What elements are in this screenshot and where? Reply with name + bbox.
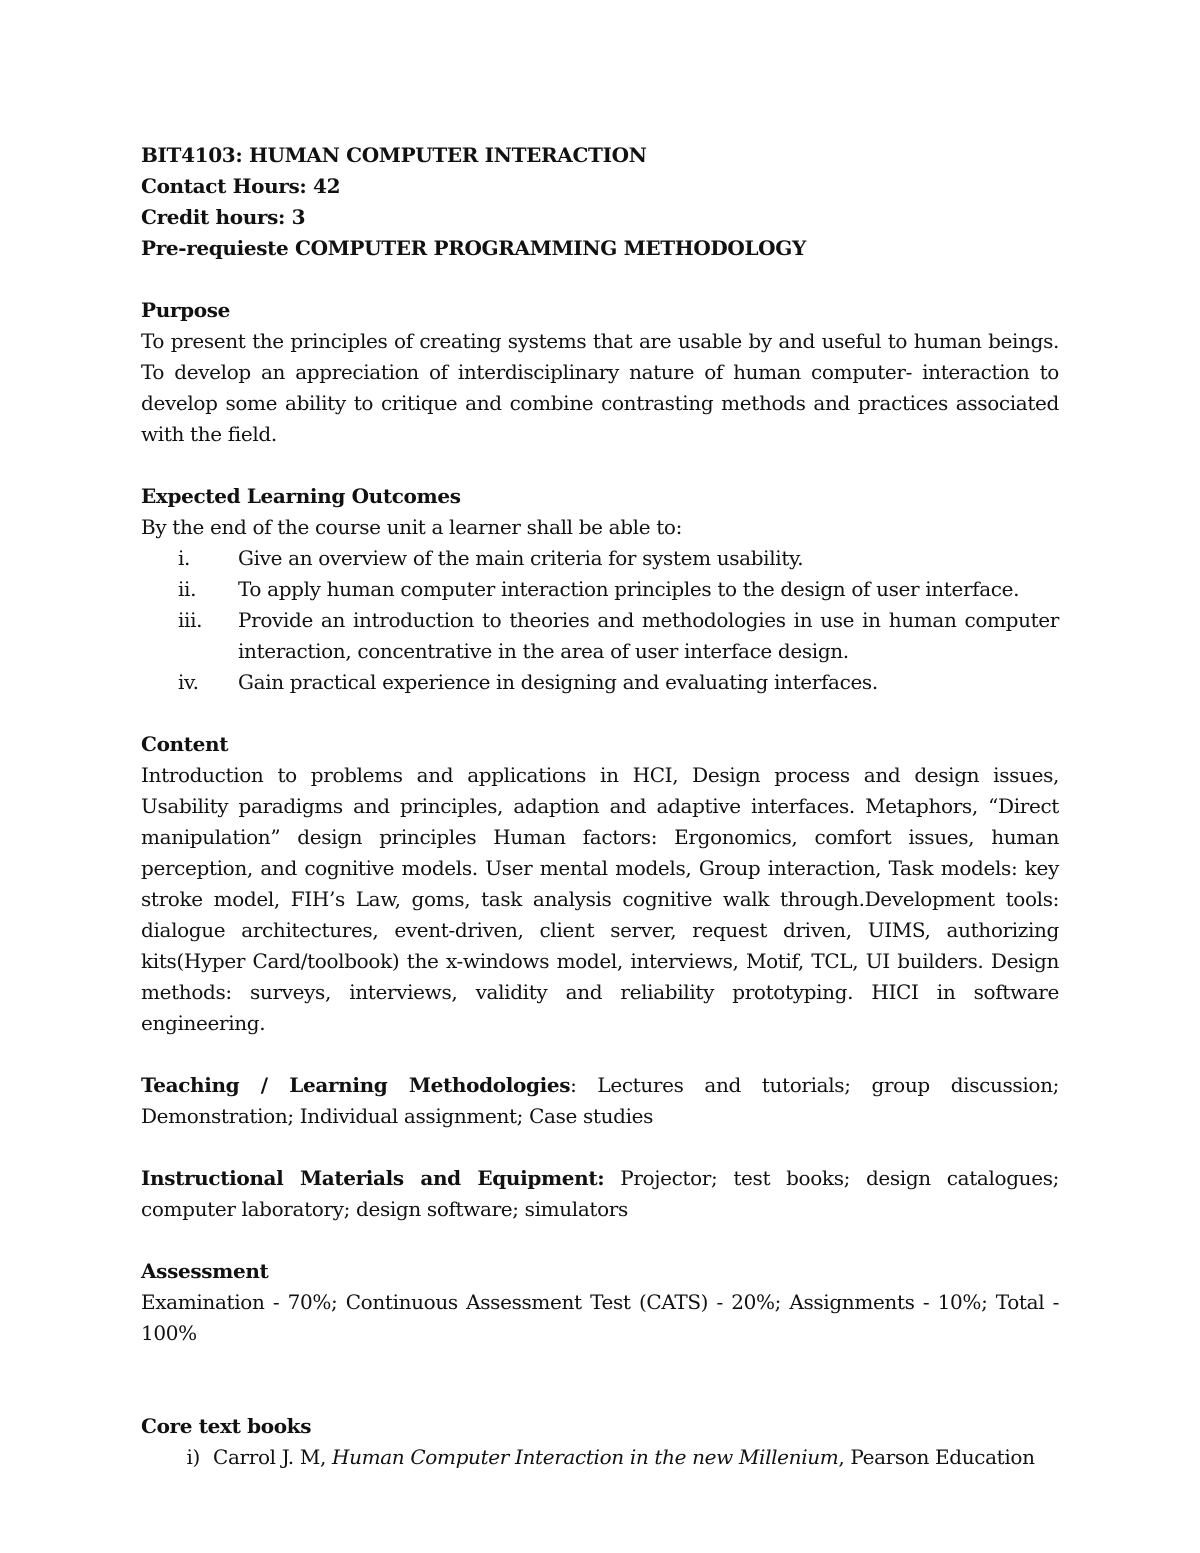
list-item (141, 543, 1059, 574)
spacer (141, 1225, 1059, 1256)
outcomes-intro: By the end of the course unit a learner shall be able to: (141, 515, 682, 539)
books-heading: Core text books (141, 1414, 312, 1438)
content-text: Introduction to problems and applications in HCI, Design process and design issues, Usability paradigms and principles, adaption and adaptive interfaces. Metaphors, “Direct manipulation” design principles Human factors: Ergonomics, comfort issues, human perception, and cognitive models. User mental models, Group interaction, Task models: key stroke model, FIH’s Law, goms, task analysis cognitive walk through.Development tools: dialogue architectures, event-driven, client server, request driven, UIMS, authorizing kits(Hyper Card/toolbook) the x-windows model, interviews, Motif, TCL, UI builders. Design methods: surveys, interviews, validity and reliability prototyping. HICI in software engineering. (141, 763, 1059, 1035)
course-title: BIT4103: HUMAN COMPUTER INTERACTION (141, 143, 647, 167)
credit-hours: Credit hours: 3 (141, 205, 306, 229)
list-item-number: i. (178, 546, 191, 570)
teaching-text: : Lectures and tutorials; group discussion; Demonstration; Individual assignment; Case studies (141, 1073, 1059, 1128)
list-item-text: Gain practical experience in designing and evaluating interfaces. (238, 670, 878, 694)
prerequisite: Pre-requieste COMPUTER PROGRAMMING METHODOLOGY (141, 236, 806, 260)
spacer (141, 1039, 1059, 1070)
assessment-text: Examination - 70%; Continuous Assessment Test (CATS) - 20%; Assignments - 10%; Total - 100% (141, 1290, 1059, 1345)
document-page (141, 140, 1059, 1473)
list-item-text: To apply human computer interaction principles to the design of user interface. (238, 577, 1020, 601)
spacer (141, 1132, 1059, 1163)
materials-text: Projector; test books; design catalogues; computer laboratory; design software; simulators (141, 1166, 1059, 1221)
purpose-text: To present the principles of creating systems that are usable by and useful to human beings. To develop an appreciation of interdisciplinary nature of human computer- interaction to develop some ability to critique and combine contrasting methods and practices associated with the field. (141, 329, 1059, 446)
list-item-text: Provide an introduction to theories and methodologies in use in human computer interaction, concentrative in the area of user interface design. (238, 608, 1059, 663)
list-item (141, 667, 1059, 698)
book-number: i) (186, 1445, 200, 1469)
book-entry (213, 1442, 1059, 1473)
list-item (141, 605, 1059, 667)
list-item-number: iv. (178, 670, 199, 694)
spacer (141, 264, 1059, 295)
outcomes-heading: Expected Learning Outcomes (141, 484, 461, 508)
teaching-label: Teaching / Learning Methodologies (141, 1073, 571, 1097)
books-list (141, 1442, 1059, 1473)
outcomes-list (141, 543, 1059, 698)
list-item (141, 1442, 1059, 1473)
teaching-paragraph (141, 1070, 1059, 1132)
list-item-number: iii. (178, 608, 203, 632)
spacer (141, 698, 1059, 729)
book-title: Human Computer Interaction in the new Millenium (331, 1445, 839, 1469)
content-heading: Content (141, 732, 229, 756)
list-item-number: ii. (178, 577, 197, 601)
book-publisher: , Pearson Education (838, 1445, 1035, 1469)
book-author: Carrol J. M, (213, 1445, 326, 1469)
purpose-heading: Purpose (141, 298, 230, 322)
spacer (141, 1380, 1059, 1411)
list-item (141, 574, 1059, 605)
list-item-text: Give an overview of the main criteria for system usability. (238, 546, 804, 570)
spacer (141, 450, 1059, 481)
materials-paragraph (141, 1163, 1059, 1225)
spacer (141, 1349, 1059, 1380)
contact-hours: Contact Hours: 42 (141, 174, 341, 198)
assessment-heading: Assessment (141, 1259, 269, 1283)
materials-label: Instructional Materials and Equipment: (141, 1166, 605, 1190)
